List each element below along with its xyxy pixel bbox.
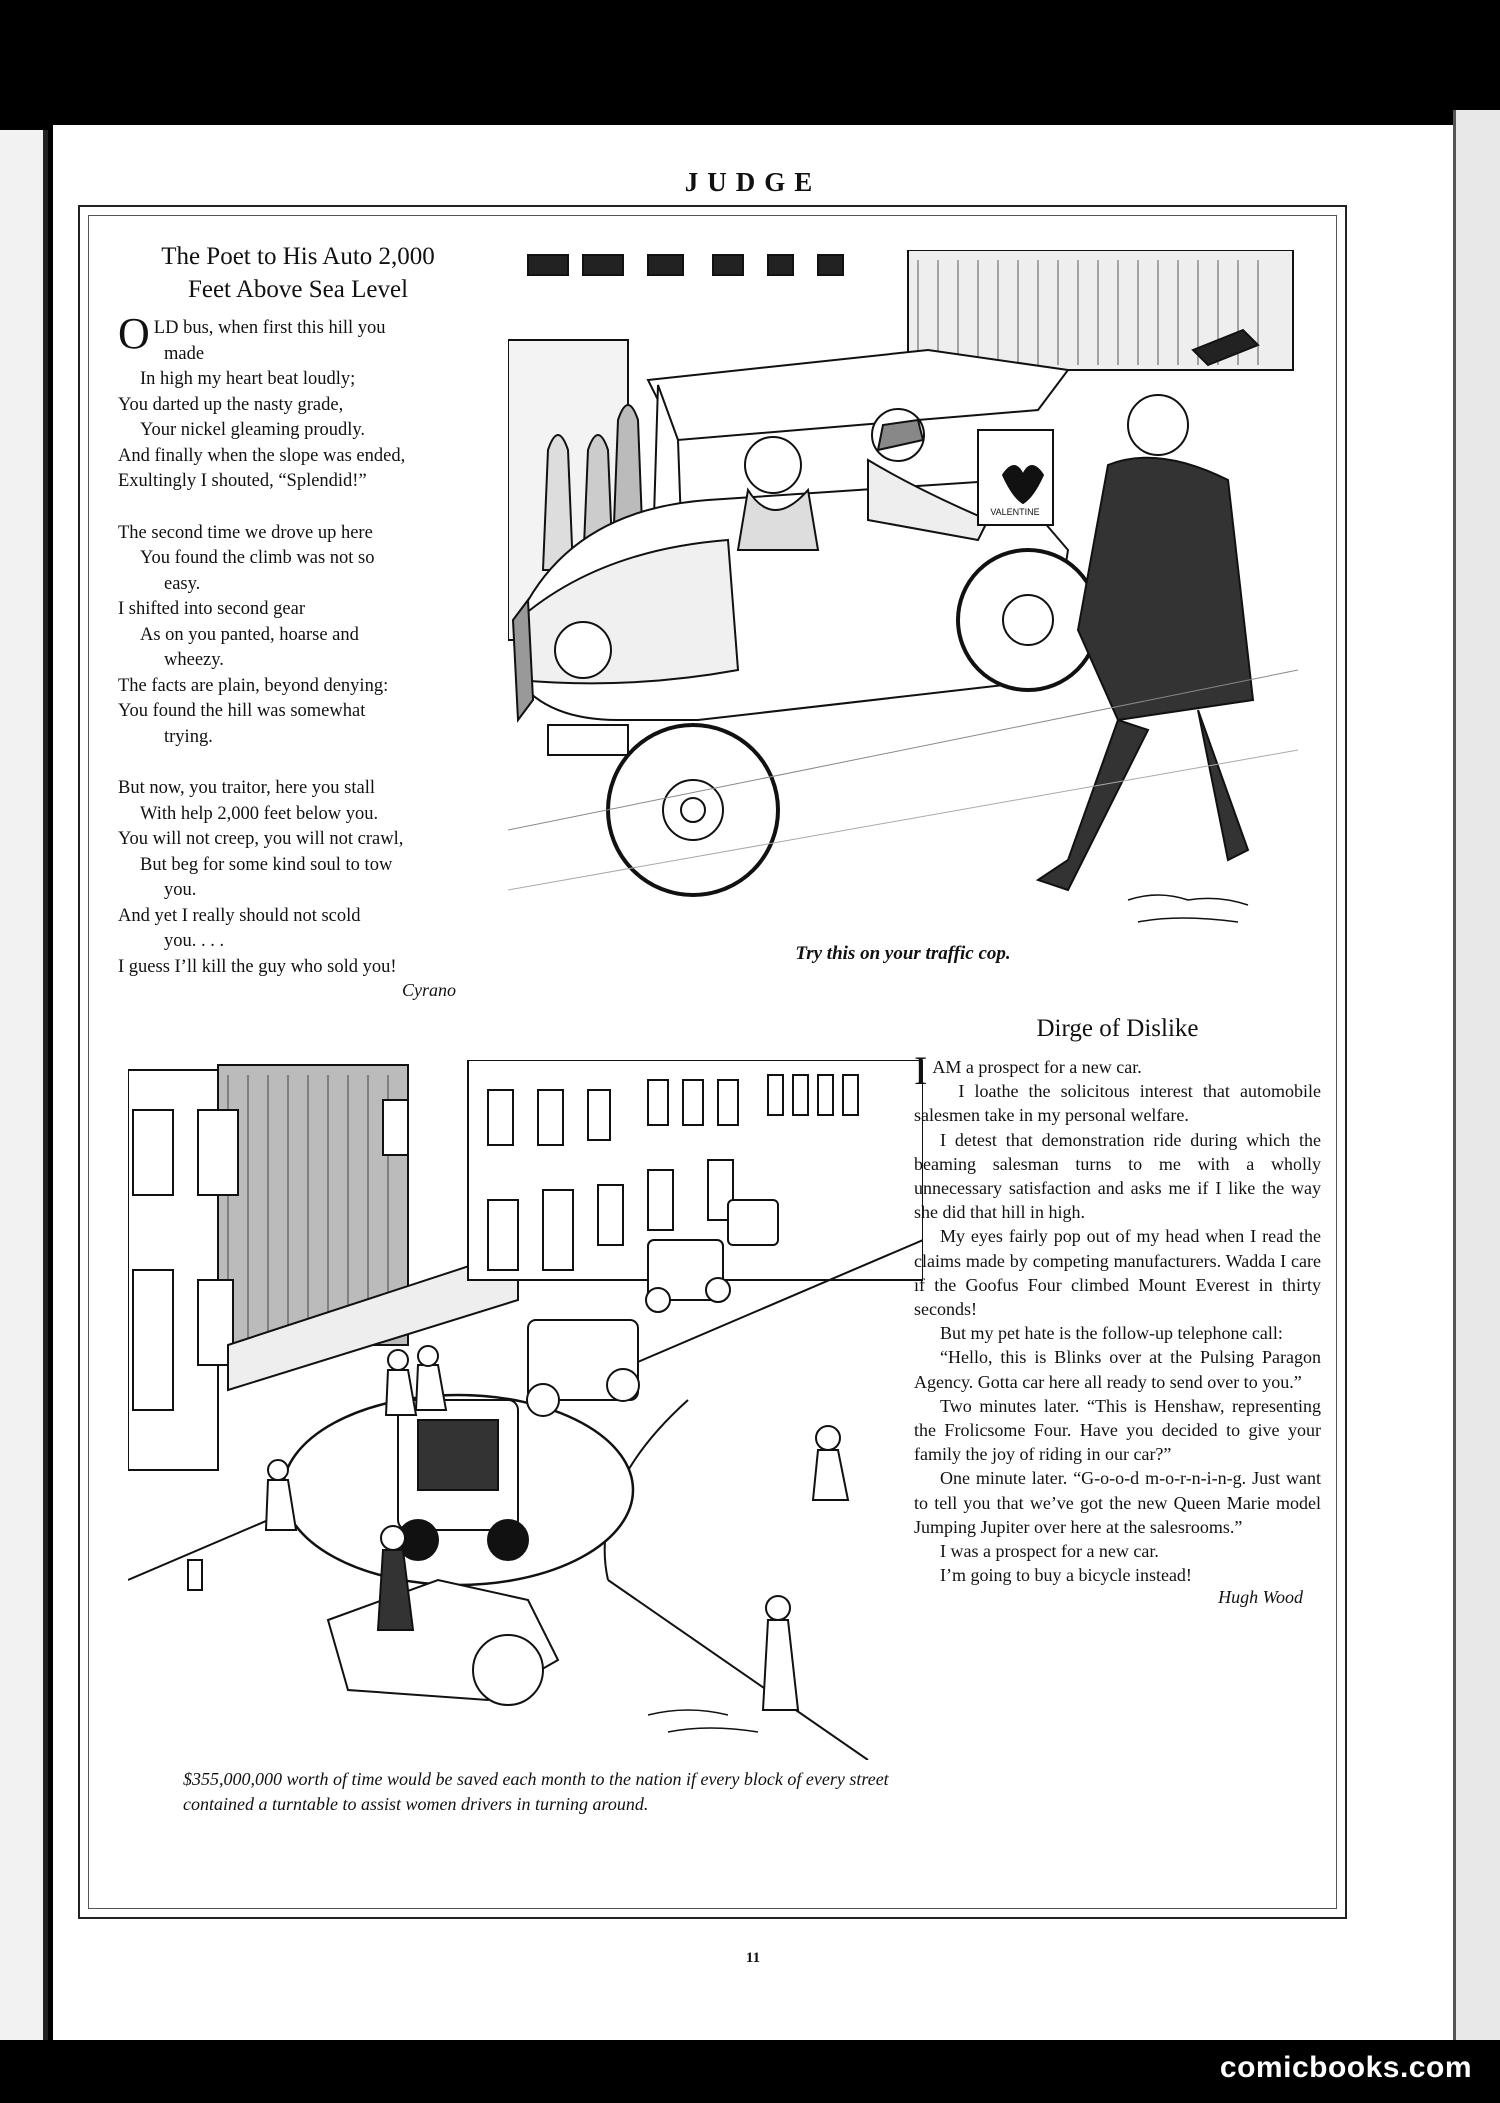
dirge-paragraph: I loathe the solicitous interest that automobile salesmen take in my personal welfare. — [914, 1081, 1321, 1126]
cartoon2-caption: $355,000,000 worth of time would be saved each month to the nation if every block of every street contained a turntable to assist women drivers in turning around. — [183, 1769, 889, 1814]
facing-page-edge — [0, 130, 48, 2040]
cartoon-traffic-cop — [508, 250, 1298, 940]
poem-line: In high my heart beat loudly; — [140, 369, 356, 389]
poem-title: The Poet to His Auto 2,000 Feet Above Sea Level — [161, 243, 435, 303]
poem-line: The facts are plain, beyond denying: — [118, 675, 389, 696]
poem-column — [118, 240, 478, 1001]
poem-line: You found the climb was not so — [140, 548, 375, 568]
cartoon1-caption: Try this on your traffic cop. — [795, 943, 1011, 964]
building-windows — [528, 255, 843, 275]
page-header: JUDGE — [684, 167, 822, 197]
poem-line: wheezy. — [164, 650, 224, 670]
poem-line: But now, you traitor, here you stall — [118, 778, 376, 798]
poem-line: easy. — [164, 573, 201, 594]
dirge-signature: Hugh Wood — [1218, 1587, 1303, 1608]
poem-line: You will not creep, you will not crawl, — [118, 829, 404, 849]
poem-line: With help 2,000 feet below you. — [140, 803, 379, 824]
next-page-edge — [1453, 110, 1500, 2040]
poem-line: Your nickel gleaming proudly. — [140, 420, 366, 440]
dirge-column — [914, 1015, 1321, 1608]
dirge-dropcap: I — [914, 1048, 928, 1093]
valentine-label: VALENTINE — [990, 507, 1040, 517]
poem-line: Exultingly I shouted, “Splendid!” — [118, 471, 367, 491]
dirge-paragraph: I was a prospect for a new car. — [940, 1541, 1159, 1562]
dirge-title: Dirge of Dislike — [1036, 1015, 1199, 1042]
poem-line: As on you panted, hoarse and — [140, 624, 359, 645]
poem-line: OLD bus, when first this hill you — [118, 309, 386, 358]
poem-line: I shifted into second gear — [118, 599, 305, 619]
poem-line: you. . . . — [164, 931, 225, 951]
dirge-paragraph: My eyes fairly pop out of my head when I read the claims made by competing manufacturers. Wadda I care if the Goofus Four climbed Mount Everest in thirty seconds! — [914, 1226, 1321, 1320]
dirge-paragraph: I’m going to buy a bicycle instead! — [940, 1565, 1192, 1586]
poem-line: And yet I really should not scold — [118, 905, 361, 926]
poem-signature: Cyrano — [402, 980, 456, 1000]
poem-line: And finally when the slope was ended, — [118, 445, 406, 466]
dirge-paragraph: I detest that demonstration ride during which the beaming salesman turns to me with a wholly unnecessary satisfaction and asks me if I like the way she did that hill in high. — [914, 1129, 1321, 1223]
poem-line: you. — [164, 880, 197, 900]
poem-dropcap: O — [118, 309, 150, 358]
page-number: 11 — [745, 1950, 761, 1966]
poem-line: made — [164, 343, 205, 364]
cartoon-turntable — [128, 1060, 923, 1760]
poem-line: The second time we drove up here — [118, 522, 373, 543]
dirge-paragraph: Two minutes later. “This is Henshaw, representing the Frolicsome Four. Have you decided to give your family the joy of riding in our car?” — [914, 1395, 1321, 1465]
poem-line: trying. — [164, 726, 213, 747]
dirge-paragraph: But my pet hate is the follow-up telephone call: — [940, 1323, 1283, 1344]
poem-line: You darted up the nasty grade, — [118, 394, 344, 415]
poem-line: I guess I’ll kill the guy who sold you! — [118, 956, 397, 977]
watermark: comicbooks.com — [1219, 2051, 1472, 2084]
dirge-paragraph: One minute later. “G-o-o-d m-o-r-n-i-n-g. Just want to tell you that we’ve got the new Queen Marie model Jumping Jupiter over here at the salesrooms.” — [914, 1468, 1321, 1537]
dirge-paragraph: “Hello, this is Blinks over at the Pulsing Paragon Agency. Gotta car here all ready to send over to you.” — [914, 1347, 1321, 1392]
dirge-paragraph: IAM a prospect for a new car. — [914, 1048, 1142, 1093]
poem-line: You found the hill was somewhat — [118, 701, 366, 721]
poem-line: But beg for some kind soul to tow — [140, 854, 393, 875]
magazine-page — [53, 125, 1453, 2040]
